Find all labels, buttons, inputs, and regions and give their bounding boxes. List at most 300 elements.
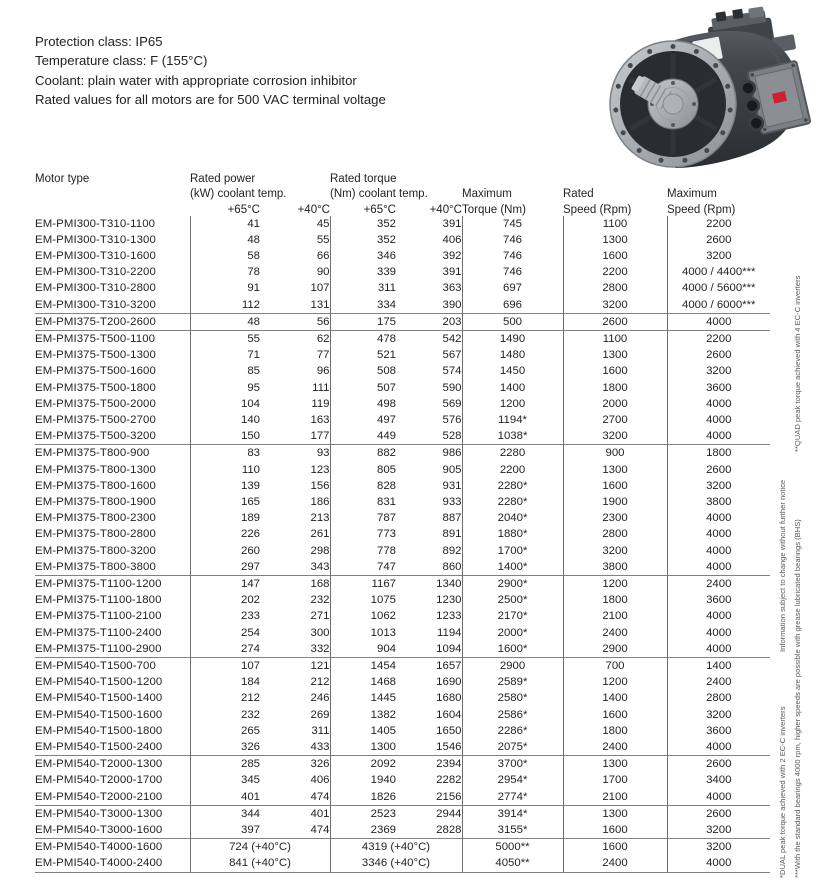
value-cell: 1400*: [462, 559, 563, 576]
value-cell: 119: [260, 396, 330, 412]
value-cell: 186: [260, 494, 330, 510]
value-cell: 3200: [706, 249, 732, 262]
value-cell: 2523: [330, 805, 396, 822]
value-cell: 528: [396, 428, 462, 445]
value-cell: 2600: [706, 463, 732, 476]
table-row: [35, 510, 770, 526]
value-cell: 1094: [396, 641, 462, 658]
value-cell: 168: [260, 575, 330, 592]
value-cell: 58: [247, 249, 260, 262]
note-temperature-class: Temperature class: F (155°C): [35, 53, 208, 69]
motor-type-cell: EM-PMI375-T1100-2900: [35, 641, 190, 658]
value-cell: 4000: [706, 512, 732, 525]
value-cell: 77: [260, 347, 330, 363]
value-cell: 184: [240, 676, 260, 689]
table-row: [35, 789, 770, 806]
value-cell: 4000: [706, 528, 732, 541]
value-cell: 1300: [370, 741, 396, 753]
motor-type-cell: EM-PMI300-T310-2200: [35, 264, 190, 280]
value-cell: 1340: [396, 575, 462, 592]
value-cell: 1400: [563, 690, 667, 706]
value-cell: 1800: [563, 380, 667, 396]
value-cell: 1700: [563, 772, 667, 788]
col-header-torque-unit: (Nm) coolant temp.: [330, 188, 428, 200]
table-row: [35, 494, 770, 510]
value-cell: 1657: [396, 657, 462, 674]
value-cell: 1300: [563, 756, 667, 773]
col-header-power-65c: +65°C: [227, 203, 260, 216]
value-cell: 140: [240, 413, 260, 426]
value-cell: 326: [240, 741, 260, 753]
value-cell: 2280*: [462, 494, 563, 510]
value-cell: 2589*: [462, 674, 563, 690]
table-row: [35, 543, 770, 559]
value-cell: 2400: [563, 855, 667, 872]
motor-type-cell: EM-PMI375-T800-3800: [35, 559, 190, 576]
value-cell: 107: [190, 657, 260, 674]
note-protection-class: Protection class: IP65: [35, 34, 163, 49]
value-cell: 85: [247, 365, 260, 378]
value-cell: 986: [396, 445, 462, 462]
table-row: [35, 232, 770, 248]
col-header-rated-speed-line2: Speed (Rpm): [563, 203, 632, 216]
table-row: [35, 280, 770, 296]
motor-type-cell: EM-PMI300-T310-1100: [35, 216, 190, 232]
value-cell: 1880*: [462, 526, 563, 542]
motor-type-cell: EM-PMI300-T310-1300: [35, 232, 190, 248]
table-row: [35, 445, 770, 462]
motor-type-cell: EM-PMI540-T2000-2100: [35, 789, 190, 806]
table-row: [35, 363, 770, 379]
table-row: [35, 707, 770, 723]
value-cell: 478: [330, 330, 396, 347]
value-cell: 326: [260, 756, 330, 773]
value-cell: 2394: [396, 756, 462, 773]
motor-type-cell: EM-PMI300-T310-2800: [35, 280, 190, 296]
value-cell: 62: [260, 330, 330, 347]
value-cell: 747: [376, 560, 396, 573]
value-cell: 311: [260, 723, 330, 739]
value-cell: 497: [376, 413, 396, 426]
value-cell: 1480: [462, 347, 563, 363]
table-row: [35, 297, 770, 314]
value-cell: 500: [462, 313, 563, 330]
value-cell: 1600: [563, 707, 667, 723]
value-cell: 569: [396, 396, 462, 412]
value-cell: 4000: [667, 313, 770, 330]
value-cell: 111: [260, 380, 330, 396]
table-row: [35, 575, 770, 592]
value-cell: 746: [462, 248, 563, 264]
table-row: [35, 428, 770, 445]
value-cell: 1382: [370, 708, 396, 721]
value-cell: 78: [247, 266, 260, 279]
motor-type-cell: EM-PMI375-T800-1300: [35, 462, 190, 478]
col-header-spacer: [667, 169, 770, 185]
value-cell: 3600: [706, 381, 732, 394]
table-row: [35, 690, 770, 706]
value-cell: 3200: [706, 365, 732, 378]
value-cell: 745: [462, 216, 563, 232]
value-cell: 3200: [563, 297, 667, 314]
value-cell: 3400: [706, 774, 732, 787]
value-cell: 2800: [563, 526, 667, 542]
value-cell: 1038*: [462, 428, 563, 445]
value-cell: 45: [260, 216, 330, 232]
value-cell: 1400: [667, 657, 770, 674]
value-cell: 3200: [563, 543, 667, 559]
value-cell: 55: [190, 330, 260, 347]
value-cell: 2200: [462, 462, 563, 478]
value-cell: 83: [190, 445, 260, 462]
value-cell: 311: [377, 282, 396, 295]
value-cell: 150: [240, 430, 260, 443]
motor-type-cell: EM-PMI540-T4000-1600: [35, 839, 190, 856]
value-cell: 4000: [706, 610, 732, 623]
value-cell: 332: [260, 641, 330, 658]
value-cell: 831: [376, 495, 396, 508]
value-cell: 56: [260, 313, 330, 330]
value-cell: 900: [563, 445, 667, 462]
motor-type-cell: EM-PMI375-T800-1600: [35, 478, 190, 494]
value-cell: 1233: [396, 608, 462, 624]
value-cell: 274: [240, 642, 260, 655]
col-header-spacer: [563, 169, 667, 185]
value-cell: 3700*: [462, 756, 563, 773]
value-cell: 406: [260, 772, 330, 788]
motor-type-cell: EM-PMI540-T2000-1700: [35, 772, 190, 788]
value-cell: 892: [396, 543, 462, 559]
table-row: [35, 625, 770, 641]
value-cell: 860: [396, 559, 462, 576]
col-header-torque-40c: +40°C: [429, 203, 462, 216]
value-cell: 805: [376, 463, 396, 476]
motor-type-cell: EM-PMI375-T800-2300: [35, 510, 190, 526]
value-cell: 4000 / 5600***: [682, 282, 756, 295]
motor-type-cell: EM-PMI540-T1500-1400: [35, 690, 190, 706]
value-cell: 96: [260, 363, 330, 379]
value-cell: 1194: [396, 625, 462, 641]
value-cell: 746: [462, 232, 563, 248]
value-cell: 2100: [563, 789, 667, 806]
value-cell: 2800: [706, 692, 732, 705]
value-cell: 1826: [370, 790, 396, 803]
value-cell: 343: [260, 559, 330, 576]
value-cell: 2200: [563, 264, 667, 280]
value-cell: 2900: [462, 657, 563, 674]
table-row: [35, 772, 770, 788]
value-cell: 1194*: [462, 412, 563, 428]
value-cell: 1167: [330, 575, 396, 592]
value-cell: 91: [247, 282, 260, 295]
value-cell: 1604: [396, 707, 462, 723]
value-cell: 4000: [706, 544, 732, 557]
note-rated-values: Rated values for all motors are for 500 VAC terminal voltage: [35, 92, 386, 108]
value-cell: 1546: [396, 739, 462, 756]
value-cell: 3200: [706, 479, 732, 492]
value-cell: 2774*: [462, 789, 563, 806]
value-cell: 1490: [462, 330, 563, 347]
value-cell: 887: [396, 510, 462, 526]
table-row: [35, 264, 770, 280]
value-cell: 334: [376, 298, 396, 311]
footnote-standard-bearings: ***With the standard bearings 4000 rpm, higher speeds are possible with grease lubricated bearings (BHS): [793, 519, 802, 878]
value-cell: 254: [240, 626, 260, 639]
motor-type-cell: EM-PMI375-T1100-2400: [35, 625, 190, 641]
value-cell: 90: [260, 264, 330, 280]
value-cell: 4000 / 4400***: [682, 266, 756, 279]
value-cell: 474: [260, 789, 330, 806]
motor-type-cell: EM-PMI375-T800-1900: [35, 494, 190, 510]
value-cell: 123: [260, 462, 330, 478]
value-cell: 397: [240, 824, 260, 837]
value-cell: 2300: [563, 510, 667, 526]
table-row: [35, 592, 770, 608]
value-cell: 232: [260, 592, 330, 608]
value-cell: 269: [260, 707, 330, 723]
value-cell: 112: [241, 298, 260, 311]
value-cell: 2369: [370, 824, 396, 837]
value-cell: 542: [396, 330, 462, 347]
value-cell: 66: [260, 248, 330, 264]
spec-table-body: [35, 216, 770, 873]
value-cell: 574: [396, 363, 462, 379]
value-cell: 48: [190, 313, 260, 330]
value-cell: 1468: [370, 676, 396, 689]
motor-type-cell: EM-PMI375-T800-900: [35, 445, 190, 462]
value-cell: 352: [376, 233, 396, 246]
value-cell: 1600: [563, 363, 667, 379]
motor-type-cell: EM-PMI375-T500-1300: [35, 347, 190, 363]
table-row: [35, 756, 770, 773]
value-cell: 3346 (+40°C): [330, 855, 462, 872]
value-cell: 3200: [667, 839, 770, 856]
value-cell: 147: [190, 575, 260, 592]
value-cell: 4000: [706, 397, 732, 410]
value-cell: 474: [260, 822, 330, 839]
value-cell: 406: [396, 232, 462, 248]
value-cell: 3800: [706, 495, 732, 508]
col-header-max-torque-line1: Maximum: [462, 188, 512, 200]
value-cell: 3600: [706, 594, 732, 607]
value-cell: 2000: [563, 396, 667, 412]
spec-table-header: [35, 169, 770, 216]
value-cell: 1013: [370, 626, 396, 639]
motor-type-cell: EM-PMI375-T500-2000: [35, 396, 190, 412]
value-cell: 904: [376, 642, 396, 655]
value-cell: 1940: [370, 774, 396, 787]
value-cell: 4000: [667, 855, 770, 872]
motor-product-image: [597, 6, 825, 168]
value-cell: 177: [260, 428, 330, 445]
value-cell: 260: [240, 544, 260, 557]
table-row: [35, 347, 770, 363]
value-cell: 2280: [462, 445, 563, 462]
table-row: [35, 674, 770, 690]
col-header-rated-speed-line1: Rated: [563, 188, 594, 200]
value-cell: 189: [240, 512, 260, 525]
value-cell: 1600: [563, 478, 667, 494]
value-cell: 2286*: [462, 723, 563, 739]
value-cell: 498: [376, 397, 396, 410]
value-cell: 882: [330, 445, 396, 462]
table-row: [35, 248, 770, 264]
value-cell: 697: [462, 280, 563, 296]
value-cell: 1300: [563, 232, 667, 248]
value-cell: 344: [190, 805, 260, 822]
value-cell: 773: [376, 528, 396, 541]
value-cell: 3800: [563, 559, 667, 576]
value-cell: 2280*: [462, 478, 563, 494]
col-header-spacer: [35, 200, 190, 216]
value-cell: 3200: [706, 824, 732, 837]
motor-type-cell: EM-PMI540-T2000-1300: [35, 756, 190, 773]
motor-type-cell: EM-PMI300-T310-3200: [35, 297, 190, 314]
value-cell: 1650: [396, 723, 462, 739]
value-cell: 3200: [563, 428, 667, 445]
motor-type-cell: EM-PMI540-T1500-1600: [35, 707, 190, 723]
value-cell: 841 (+40°C): [190, 855, 330, 872]
col-header-rated-power: Rated power: [190, 172, 256, 185]
value-cell: 131: [260, 297, 330, 314]
motor-type-cell: EM-PMI375-T200-2600: [35, 313, 190, 330]
value-cell: 2400: [706, 676, 732, 689]
spec-table: [35, 169, 770, 873]
table-row: [35, 855, 770, 872]
value-cell: 449: [376, 430, 396, 443]
value-cell: 2944: [396, 805, 462, 822]
value-cell: 2156: [396, 789, 462, 806]
value-cell: 48: [247, 233, 260, 246]
value-cell: 3200: [706, 708, 732, 721]
value-cell: 1075: [370, 594, 396, 607]
motor-type-cell: EM-PMI540-T1500-1200: [35, 674, 190, 690]
value-cell: 828: [376, 479, 396, 492]
value-cell: 4050**: [462, 855, 563, 872]
motor-type-cell: EM-PMI375-T500-1100: [35, 330, 190, 347]
value-cell: 5000**: [462, 839, 563, 856]
value-cell: 2580*: [462, 690, 563, 706]
value-cell: 1450: [462, 363, 563, 379]
value-cell: 1100: [563, 330, 667, 347]
motor-type-cell: EM-PMI375-T1100-1800: [35, 592, 190, 608]
value-cell: 212: [260, 674, 330, 690]
footnote-dual-peak: *DUAL peak torque achieved with 2 EC-C inverters: [778, 706, 787, 878]
col-header-spacer: [462, 169, 563, 185]
value-cell: 352: [376, 217, 396, 230]
value-cell: 4000: [706, 430, 732, 443]
value-cell: 202: [240, 594, 260, 607]
value-cell: 107: [260, 280, 330, 296]
table-row: [35, 396, 770, 412]
motor-type-cell: EM-PMI375-T500-1600: [35, 363, 190, 379]
table-row: [35, 608, 770, 624]
value-cell: 339: [376, 266, 396, 279]
value-cell: 778: [376, 544, 396, 557]
table-row: [35, 559, 770, 576]
table-row: [35, 478, 770, 494]
value-cell: 1100: [563, 216, 667, 232]
value-cell: 165: [240, 495, 260, 508]
value-cell: 285: [190, 756, 260, 773]
value-cell: 363: [396, 280, 462, 296]
value-cell: 298: [260, 543, 330, 559]
motor-type-cell: EM-PMI540-T1500-1800: [35, 723, 190, 739]
value-cell: 1800: [563, 592, 667, 608]
value-cell: 213: [260, 510, 330, 526]
table-row: [35, 641, 770, 658]
value-cell: 261: [260, 526, 330, 542]
value-cell: 4000 / 6000***: [682, 298, 756, 311]
col-header-power-unit: (kW) coolant temp.: [190, 188, 287, 200]
value-cell: 2075*: [462, 739, 563, 756]
value-cell: 95: [247, 381, 260, 394]
value-cell: 392: [396, 248, 462, 264]
value-cell: 3914*: [462, 805, 563, 822]
motor-type-cell: EM-PMI540-T4000-2400: [35, 855, 190, 872]
value-cell: 2200: [667, 330, 770, 347]
col-header-spacer: [35, 185, 190, 201]
value-cell: 2500*: [462, 592, 563, 608]
value-cell: 1200: [563, 575, 667, 592]
col-header-torque-65c: +65°C: [363, 203, 396, 216]
motor-type-cell: EM-PMI375-T500-2700: [35, 412, 190, 428]
value-cell: 163: [260, 412, 330, 428]
value-cell: 300: [260, 625, 330, 641]
col-header-max-speed-line2: Speed (Rpm): [667, 203, 736, 216]
table-row: [35, 380, 770, 396]
value-cell: 2600: [667, 805, 770, 822]
value-cell: 4000: [706, 413, 732, 426]
value-cell: 1700*: [462, 543, 563, 559]
value-cell: 724 (+40°C): [190, 839, 330, 856]
value-cell: 232: [240, 708, 260, 721]
value-cell: 139: [240, 479, 260, 492]
value-cell: 1300: [563, 347, 667, 363]
value-cell: 2600: [667, 756, 770, 773]
value-cell: 3155*: [462, 822, 563, 839]
value-cell: 345: [240, 774, 260, 787]
value-cell: 1400: [462, 380, 563, 396]
value-cell: 590: [396, 380, 462, 396]
motor-type-cell: EM-PMI375-T800-2800: [35, 526, 190, 542]
col-header-rated-torque: Rated torque: [330, 172, 397, 185]
col-header-motor-type: Motor type: [35, 172, 90, 185]
value-cell: 2600: [563, 313, 667, 330]
value-cell: 1600*: [462, 641, 563, 658]
motor-type-cell: EM-PMI375-T500-1800: [35, 380, 190, 396]
value-cell: 931: [396, 478, 462, 494]
value-cell: 203: [396, 313, 462, 330]
note-coolant: Coolant: plain water with appropriate corrosion inhibitor: [35, 72, 357, 88]
value-cell: 2400: [563, 625, 667, 641]
flange-face: [610, 41, 736, 167]
value-cell: 2100: [563, 608, 667, 624]
table-row: [35, 412, 770, 428]
table-row: [35, 822, 770, 839]
value-cell: 55: [260, 232, 330, 248]
value-cell: 390: [396, 297, 462, 314]
value-cell: 2800: [563, 280, 667, 296]
value-cell: 346: [376, 249, 396, 262]
value-cell: 1800: [667, 445, 770, 462]
value-cell: 1454: [330, 657, 396, 674]
value-cell: 2586*: [462, 707, 563, 723]
value-cell: 104: [240, 397, 260, 410]
value-cell: 521: [376, 349, 396, 362]
value-cell: 1300: [563, 805, 667, 822]
value-cell: 2282: [396, 772, 462, 788]
